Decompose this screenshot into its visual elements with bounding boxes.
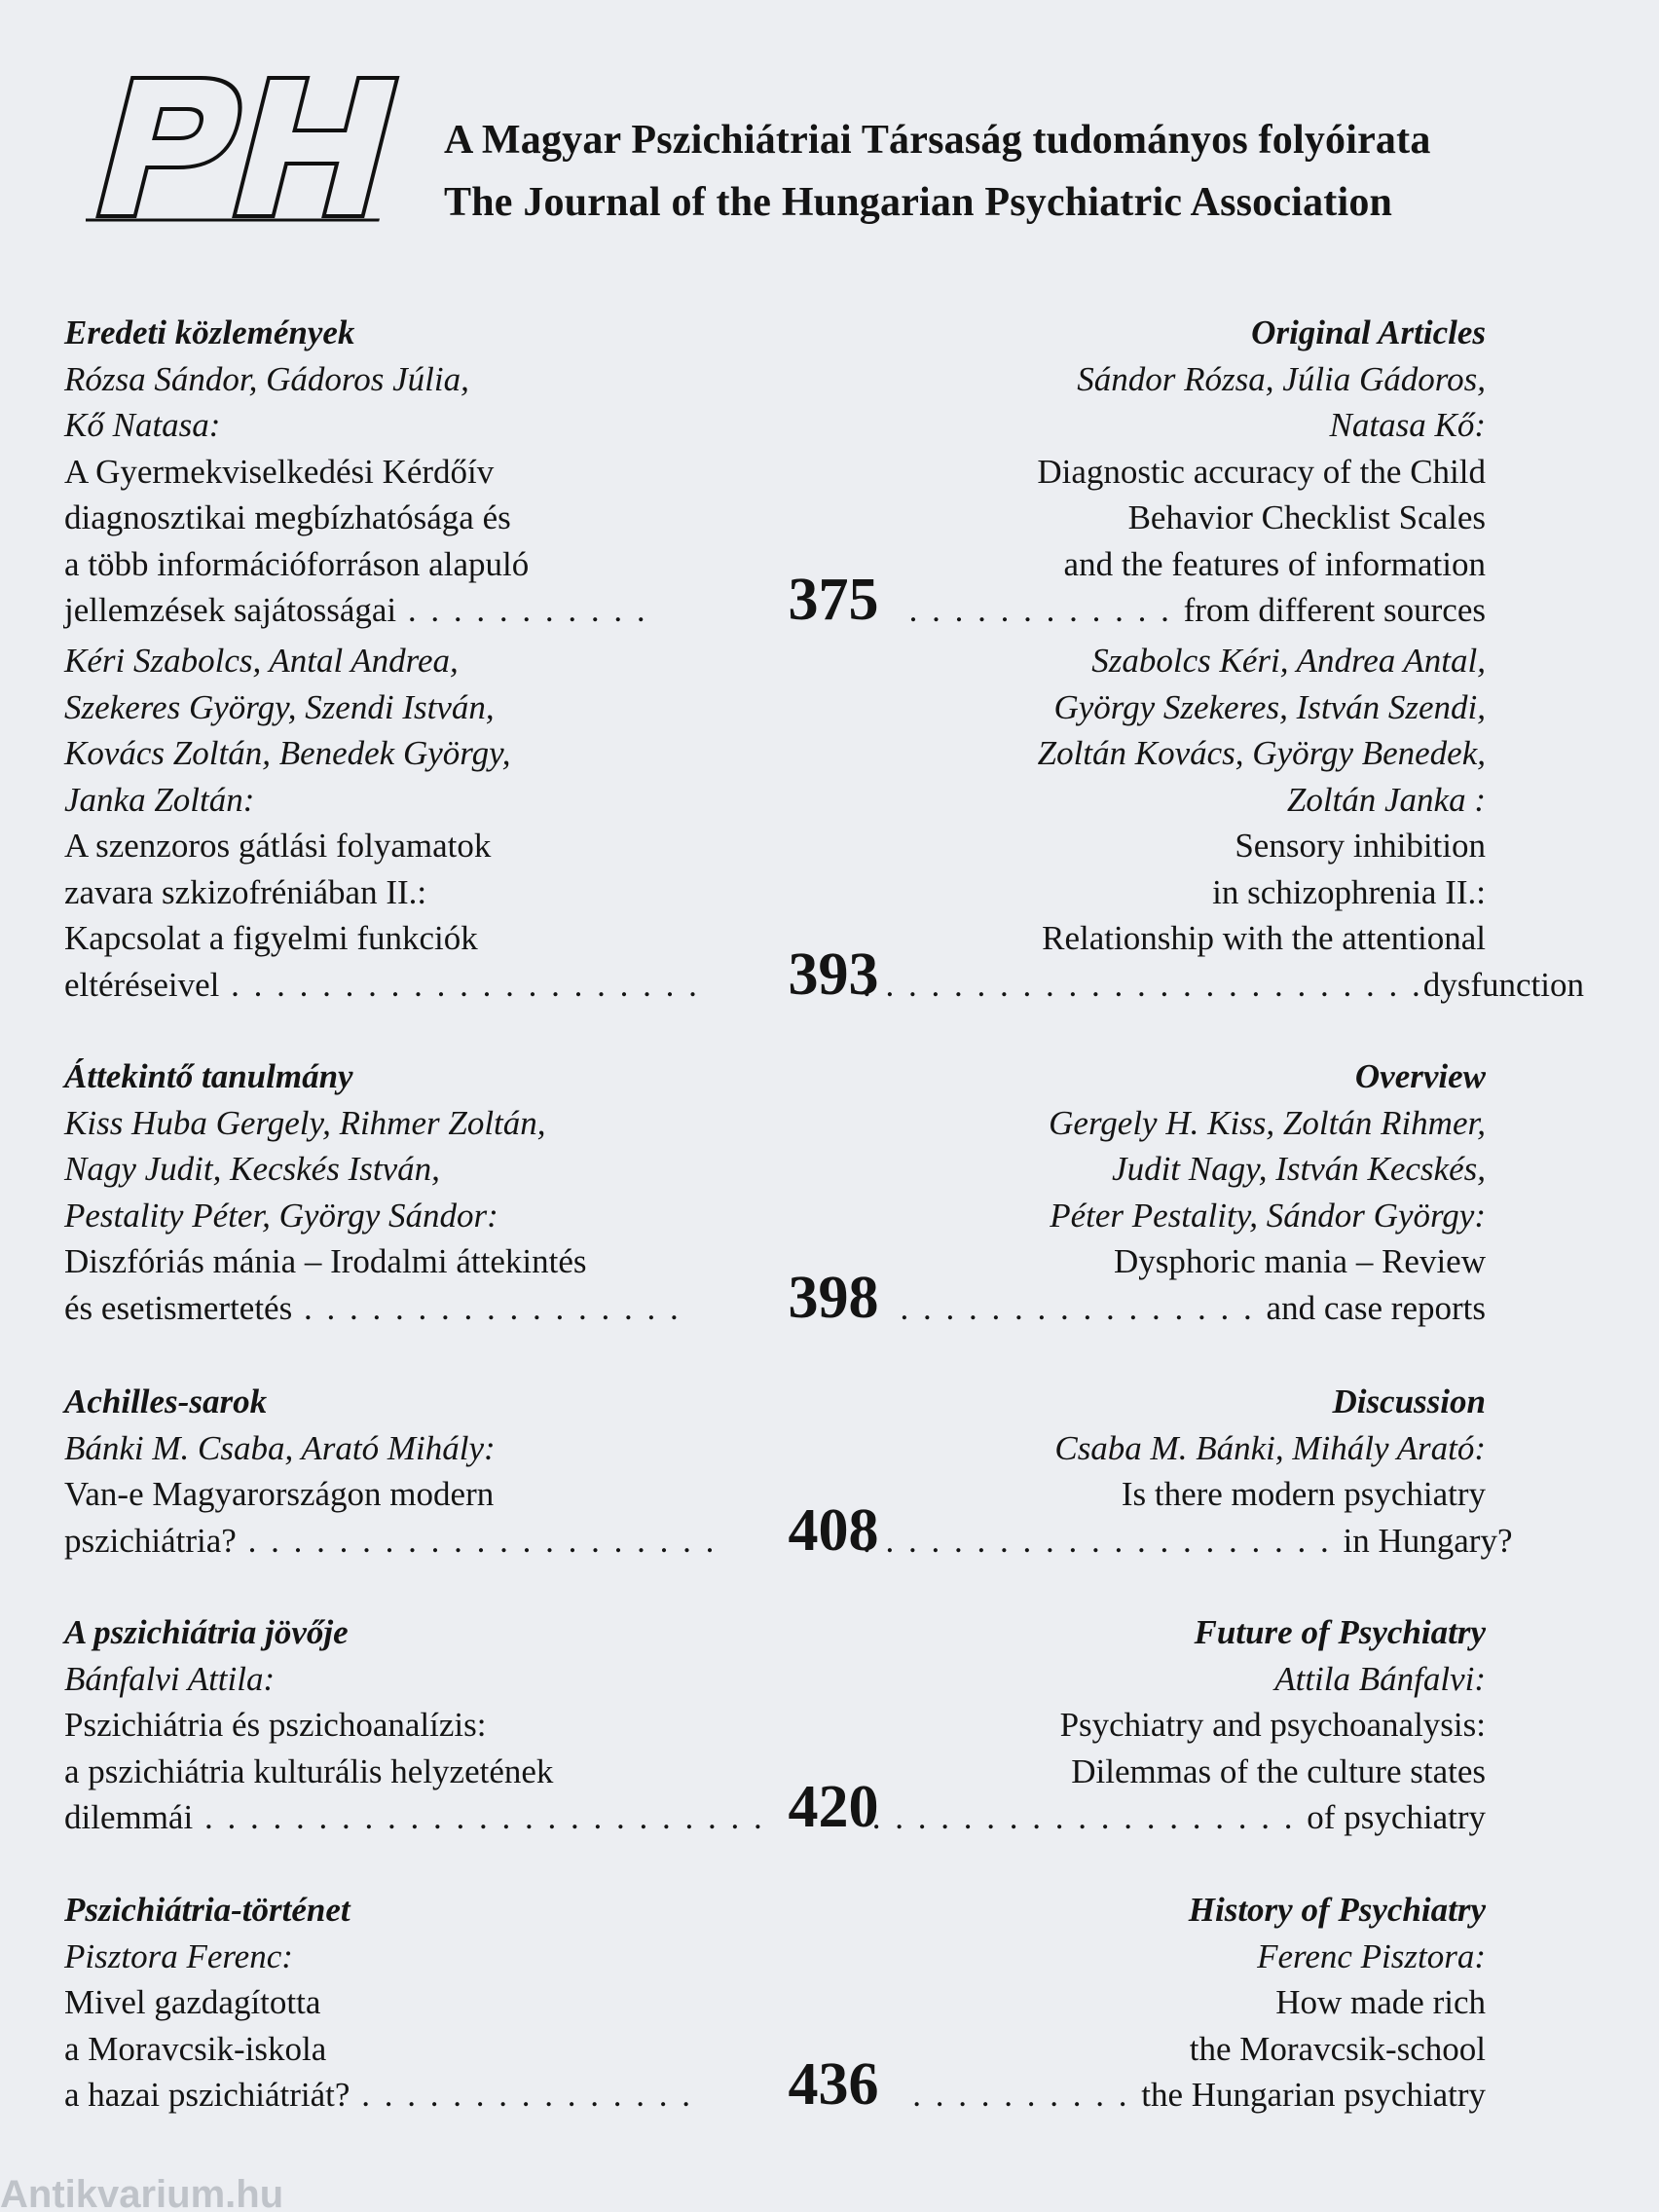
entry-title-text: a hazai pszichiátriát? (64, 2076, 350, 2114)
entry-title-last-line (64, 2072, 693, 2119)
entry-authors: Nagy Judit, Kecskés István, (64, 1150, 440, 1188)
entry-title-text: and case reports (1266, 1288, 1486, 1327)
entry-title-last-line (863, 1285, 1486, 1332)
entry-authors: Rózsa Sándor, Gádoros Júlia, (64, 359, 469, 398)
entry-title-line: and the features of information (1063, 544, 1486, 583)
entry-authors: Zoltán Kovács, György Benedek, (1037, 734, 1486, 772)
section-heading: A pszichiátria jövője (64, 1613, 349, 1651)
entry-authors: Szekeres György, Szendi István, (64, 687, 495, 726)
entry-title-last-line (64, 1794, 765, 1841)
section-heading: Pszichiátria-történet (64, 1891, 350, 1929)
entry-title-last-line (64, 587, 687, 634)
entry-title-text: of psychiatry (1307, 1798, 1486, 1836)
entry-title-line: Relationship with the attentional (1042, 919, 1486, 957)
dot-leader: . . . . . . . . . . . . . . . . . . . . . . . . . (193, 1798, 765, 1836)
dot-leader: . . . . . . . . . . . . . . . . (900, 1288, 1267, 1327)
entry-authors: Sándor Rózsa, Júlia Gádoros, (1077, 359, 1486, 398)
entry-title-line: Kapcsolat a figyelmi funkciók (64, 919, 478, 957)
entry-authors: Szabolcs Kéri, Andrea Antal, (1091, 642, 1486, 680)
entry-english (863, 1609, 1486, 1841)
entry-title-line: Is there modern psychiatry (1121, 1475, 1486, 1513)
entry-title-line: a Moravcsik-iskola (64, 2029, 327, 2068)
entry-title-line: A Gyermekviselkedési Kérdőív (64, 452, 495, 491)
section-heading: Achilles-sarok (64, 1382, 268, 1420)
page-number: 393 (788, 940, 879, 1008)
entry-authors: Natasa Kő: (1329, 406, 1486, 444)
entry-english (863, 638, 1585, 1008)
entry-english (863, 310, 1486, 634)
entry-authors: Kiss Huba Gergely, Rihmer Zoltán, (64, 1103, 546, 1142)
entry-title-line: diagnosztikai megbízhatósága és (64, 498, 511, 536)
entry-title-text: pszichiátria? (64, 1521, 237, 1560)
entry-title-last-line (863, 962, 1585, 1009)
entry-title-line: zavara szkizofréniában II.: (64, 872, 427, 911)
entry-title-last-line (863, 2072, 1486, 2119)
entry-title-line: Pszichiátria és pszichoanalízis: (64, 1706, 487, 1744)
entry-title-text: the Hungarian psychiatry (1141, 2076, 1486, 2114)
entry-authors: Csaba M. Bánki, Mihály Arató: (1054, 1428, 1486, 1467)
entry-authors: Gergely H. Kiss, Zoltán Rihmer, (1049, 1103, 1486, 1142)
page-number: 436 (788, 2051, 879, 2118)
dot-leader: . . . . . . . . . . . . . . . . . . . . . (236, 1521, 718, 1560)
section-heading: Áttekintő tanulmány (64, 1057, 353, 1095)
watermark: Antikvarium.hu (0, 2173, 284, 2212)
entry-title-line: a pszichiátria kulturális helyzetének (64, 1751, 554, 1790)
entry-title-line: Psychiatry and psychoanalysis: (1059, 1706, 1486, 1744)
entry-english (863, 1379, 1513, 1564)
page-number: 420 (788, 1774, 879, 1840)
entry-authors: György Szekeres, István Szendi, (1053, 687, 1486, 726)
entry-title-line: Mivel gazdagította (64, 1983, 321, 2021)
section-heading: Discussion (1332, 1382, 1486, 1420)
entry-authors: Bánki M. Csaba, Arató Mihály: (64, 1428, 496, 1467)
dot-leader: . . . . . . . . . . . . . . . (350, 2076, 693, 2114)
entry-title-line: Dysphoric mania – Review (1114, 1242, 1486, 1280)
entry-title-last-line (863, 587, 1486, 634)
entry-title-text: eltéréseivel (64, 965, 220, 1004)
entry-authors: Pestality Péter, György Sándor: (64, 1196, 498, 1235)
section-heading: Future of Psychiatry (1194, 1613, 1486, 1651)
entry-title-line: the Moravcsik-school (1189, 2029, 1486, 2068)
entry-title-last-line (863, 1518, 1513, 1565)
entry-title-text: in Hungary? (1343, 1521, 1513, 1560)
entry-title-line: Van-e Magyarországon modern (64, 1475, 495, 1513)
entry-hungarian (64, 310, 687, 634)
entry-hungarian (64, 1379, 718, 1564)
entry-authors: Ferenc Pisztora: (1257, 1936, 1486, 1975)
entry-english (863, 1887, 1486, 2119)
dot-leader: . . . . . . . . . . . . . . . . . . . . . (219, 965, 700, 1004)
journal-title-hungarian: A Magyar Pszichiátriai Társaság tudományos folyóirata (444, 118, 1431, 163)
entry-title-line: A szenzoros gátlási folyamatok (64, 827, 492, 865)
entry-title-last-line (64, 962, 700, 1009)
page-number: 408 (788, 1496, 879, 1564)
section-heading: Overview (1354, 1057, 1486, 1095)
page-number: 398 (788, 1264, 879, 1331)
section-heading: History of Psychiatry (1188, 1891, 1486, 1929)
entry-title-last-line (64, 1518, 718, 1565)
entry-authors: Bánfalvi Attila: (64, 1659, 276, 1698)
entry-english (863, 1053, 1486, 1331)
entry-title-line: Diszfóriás mánia – Irodalmi áttekintés (64, 1242, 587, 1280)
entry-hungarian (64, 638, 700, 1008)
dot-leader: . . . . . . . . . . . (396, 591, 648, 629)
dot-leader: . . . . . . . . . . . . . . . . . . . . . (863, 1521, 1344, 1560)
entry-title-text: jellemzések sajátosságai (64, 591, 397, 629)
section-heading: Eredeti közlemények (64, 313, 355, 351)
ph-logo (86, 70, 417, 226)
entry-title-line: a több információforráson alapuló (64, 544, 530, 583)
entry-authors: Kovács Zoltán, Benedek György, (64, 734, 511, 772)
entry-title-text: dysfunction (1422, 965, 1585, 1004)
page-number: 375 (788, 567, 879, 633)
entry-title-line: Dilemmas of the culture states (1071, 1751, 1486, 1790)
entry-hungarian (64, 1887, 693, 2119)
entry-title-line: How made rich (1275, 1983, 1486, 2021)
entry-authors: Pisztora Ferenc: (64, 1936, 293, 1975)
entry-title-line: Behavior Checklist Scales (1127, 498, 1486, 536)
entry-title-line: Sensory inhibition (1235, 827, 1486, 865)
section-heading: Original Articles (1251, 313, 1486, 351)
entry-authors: Kő Natasa: (64, 406, 221, 444)
dot-leader: . . . . . . . . . . (912, 2076, 1142, 2114)
dot-leader: . . . . . . . . . . . . . . . . . (292, 1288, 682, 1327)
entry-authors: Kéri Szabolcs, Antal Andrea, (64, 642, 459, 680)
entry-hungarian (64, 1609, 765, 1841)
journal-title-english: The Journal of the Hungarian Psychiatric Association (444, 180, 1393, 225)
entry-authors: Janka Zoltán: (64, 780, 255, 819)
dot-leader: . . . . . . . . . . . . . . . . . . . (871, 1798, 1308, 1836)
entry-title-text: from different sources (1183, 591, 1486, 629)
entry-authors: Péter Pestality, Sándor György: (1050, 1196, 1486, 1235)
entry-hungarian (64, 1053, 687, 1331)
entry-authors: Zoltán Janka : (1286, 780, 1486, 819)
dot-leader: . . . . . . . . . . . . (908, 591, 1184, 629)
entry-title-line: in schizophrenia II.: (1212, 872, 1486, 911)
entry-title-text: és esetismertetés (64, 1288, 293, 1327)
entry-title-last-line (64, 1285, 687, 1332)
dot-leader: . . . . . . . . . . . . . . . . . . . . . . . . . (863, 965, 1423, 1004)
entry-title-last-line (863, 1794, 1486, 1841)
entry-authors: Attila Bánfalvi: (1274, 1659, 1486, 1698)
entry-title-text: dilemmái (64, 1798, 194, 1836)
entry-title-line: Diagnostic accuracy of the Child (1037, 452, 1486, 491)
entry-authors: Judit Nagy, István Kecskés, (1112, 1150, 1486, 1188)
